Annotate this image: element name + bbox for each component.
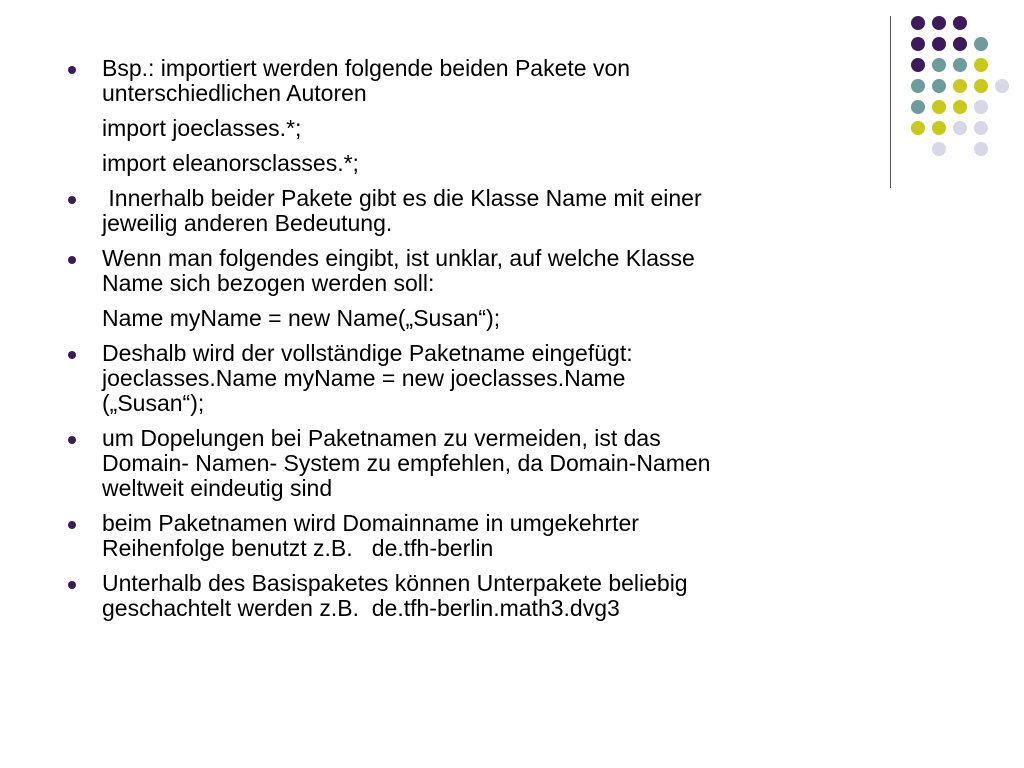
dot-lavender <box>974 100 988 114</box>
dot-teal <box>932 79 946 93</box>
dot-purple <box>911 16 925 30</box>
bullet-item <box>62 511 862 561</box>
text-line: Unterhalb des Basispaketes können Unterpakete beliebig <box>102 570 688 596</box>
bullet-icon <box>68 256 76 264</box>
bullet-item <box>62 341 862 416</box>
dot-lavender <box>974 121 988 135</box>
dot-teal <box>953 58 967 72</box>
bullet-item <box>62 186 862 236</box>
text-line: Name myName = new Name(„Susan“); <box>102 305 501 331</box>
dot-purple <box>911 37 925 51</box>
dot-teal <box>911 79 925 93</box>
text-line: import joeclasses.*; <box>102 115 302 141</box>
code-line <box>62 116 862 141</box>
text-line: Domain- Namen- System zu empfehlen, da Domain-Namen <box>102 450 711 476</box>
text-line: beim Paketnamen wird Domainname in umgekehrter <box>102 510 639 536</box>
dot-olive <box>953 79 967 93</box>
dot-olive <box>932 100 946 114</box>
text-line: Deshalb wird der vollständige Paketname eingefügt: <box>102 340 633 366</box>
dot-olive <box>974 79 988 93</box>
vertical-divider <box>890 16 891 188</box>
code-line <box>62 151 862 176</box>
dot-purple <box>911 58 925 72</box>
text-line: um Dopelungen bei Paketnamen zu vermeiden, ist das <box>102 425 661 451</box>
dot-purple <box>953 16 967 30</box>
dot-purple <box>932 37 946 51</box>
bullet-item <box>62 56 862 106</box>
text-line: („Susan“); <box>102 390 205 416</box>
slide-content <box>62 56 862 631</box>
dot-lavender <box>974 142 988 156</box>
dot-olive <box>953 100 967 114</box>
dot-teal <box>974 37 988 51</box>
text-line: Innerhalb beider Pakete gibt es die Klasse Name mit einer <box>102 185 702 211</box>
code-line <box>62 306 862 331</box>
text-line: joeclasses.Name myName = new joeclasses.Name <box>102 365 626 391</box>
dot-olive <box>932 121 946 135</box>
bullet-icon <box>68 581 76 589</box>
bullet-icon <box>68 196 76 204</box>
text-line: geschachtelt werden z.B. de.tfh-berlin.math3.dvg3 <box>102 595 620 621</box>
bullet-item <box>62 571 862 621</box>
text-line: weltweit eindeutig sind <box>102 475 333 501</box>
dot-lavender <box>953 121 967 135</box>
dot-olive <box>911 121 925 135</box>
dot-lavender <box>932 142 946 156</box>
dot-purple <box>932 16 946 30</box>
bullet-icon <box>68 351 76 359</box>
text-line: jeweilig anderen Bedeutung. <box>102 210 393 236</box>
text-line: Wenn man folgendes eingibt, ist unklar, auf welche Klasse <box>102 245 695 271</box>
text-line: import eleanorsclasses.*; <box>102 150 359 176</box>
text-line: Name sich bezogen werden soll: <box>102 270 435 296</box>
bullet-icon <box>68 436 76 444</box>
text-line: Bsp.: importiert werden folgende beiden Pakete von <box>102 55 631 81</box>
bullet-icon <box>68 66 76 74</box>
dot-teal <box>932 58 946 72</box>
bullet-item <box>62 426 862 501</box>
text-line: unterschiedlichen Autoren <box>102 80 367 106</box>
text-line: Reihenfolge benutzt z.B. de.tfh-berlin <box>102 535 494 561</box>
bullet-item <box>62 246 862 296</box>
dot-lavender <box>995 79 1009 93</box>
dot-teal <box>911 100 925 114</box>
dot-purple <box>953 37 967 51</box>
bullet-icon <box>68 521 76 529</box>
dot-olive <box>974 58 988 72</box>
